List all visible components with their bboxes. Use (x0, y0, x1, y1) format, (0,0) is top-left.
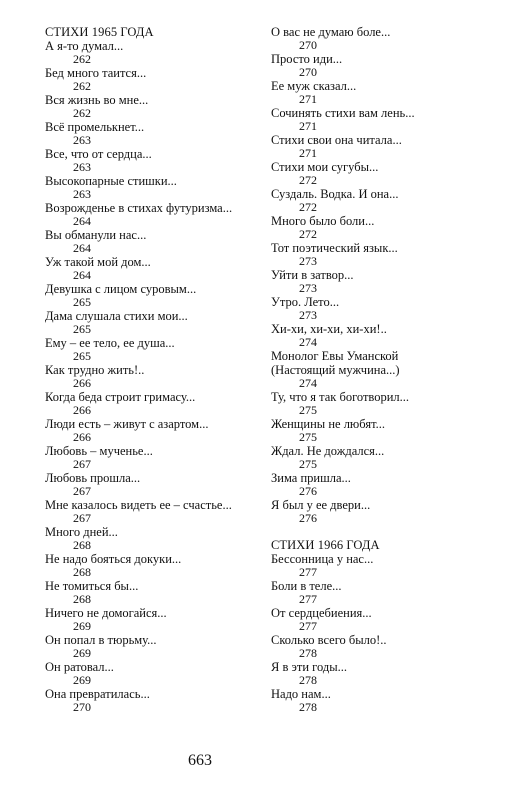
entry-page-number: 264 (73, 241, 91, 255)
toc-entry[interactable] (45, 417, 260, 444)
entry-page-number: 267 (73, 511, 91, 525)
toc-right-column (271, 25, 491, 727)
toc-entry[interactable] (45, 120, 260, 147)
entry-page-number: 262 (73, 79, 91, 93)
entry-title: Я был у ее двери... (271, 498, 371, 512)
entry-title: Все, что от сердца... (45, 147, 152, 161)
entry-title: От сердцебиения... (271, 606, 372, 620)
section-heading: СТИХИ 1966 ГОДА (271, 538, 380, 552)
entry-title: Надо нам... (271, 687, 331, 701)
entry-page-number: 276 (299, 484, 317, 498)
entry-page-number: 263 (73, 187, 91, 201)
entry-title: Всё промелькнет... (45, 120, 145, 134)
entry-page-number: 263 (73, 133, 91, 147)
toc-entry[interactable] (271, 160, 491, 187)
entry-title: Возрожденье в стихах футуризма... (45, 201, 233, 215)
page-number: 663 (188, 752, 212, 769)
toc-entry[interactable] (271, 241, 491, 268)
toc-entry[interactable] (271, 417, 491, 444)
toc-entry[interactable] (271, 498, 491, 525)
entry-page-number: 268 (73, 565, 91, 579)
toc-entry[interactable] (271, 687, 491, 714)
entry-page-number: 277 (299, 619, 317, 633)
toc-entry[interactable] (45, 525, 260, 552)
entry-title: Просто иди... (271, 52, 343, 66)
toc-left-column (45, 25, 260, 727)
toc-entry[interactable] (271, 106, 491, 133)
toc-entry[interactable] (271, 52, 491, 79)
entry-title: Высокопарные стишки... (45, 174, 177, 188)
entry-page-number: 268 (73, 592, 91, 606)
entry-page-number: 275 (299, 457, 317, 471)
toc-entry[interactable] (45, 309, 260, 336)
entry-page-number: 270 (299, 65, 317, 79)
entry-page-number: 270 (299, 38, 317, 52)
toc-entry[interactable] (45, 471, 260, 498)
entry-title: Ее муж сказал... (271, 79, 357, 93)
entry-title: Хи-хи, хи-хи, хи-хи!.. (271, 322, 387, 336)
toc-entry[interactable] (45, 66, 260, 93)
entry-title: Он ратовал... (45, 660, 114, 674)
entry-title: Тот поэтический язык... (271, 241, 398, 255)
entry-title: Любовь прошла... (45, 471, 141, 485)
toc-section (271, 538, 491, 714)
entry-page-number: 271 (299, 146, 317, 160)
toc-entry[interactable] (45, 390, 260, 417)
toc-entry[interactable] (271, 579, 491, 606)
toc-entry[interactable] (271, 349, 491, 390)
toc-entry[interactable] (271, 633, 491, 660)
entry-title: Ждал. Не дождался... (271, 444, 385, 458)
entry-page-number: 263 (73, 160, 91, 174)
toc-entry[interactable] (271, 552, 491, 579)
entry-title: Вся жизнь во мне... (45, 93, 149, 107)
entry-title: Сочинять стихи вам лень... (271, 106, 415, 120)
entry-title: Девушка с лицом суровым... (45, 282, 197, 296)
entry-page-number: 273 (299, 308, 317, 322)
toc-section (271, 25, 491, 525)
toc-entry[interactable] (45, 336, 260, 363)
entry-page-number: 274 (299, 376, 317, 390)
entry-page-number: 265 (73, 349, 91, 363)
toc-entry[interactable] (271, 79, 491, 106)
entry-page-number: 267 (73, 484, 91, 498)
toc-entry[interactable] (271, 471, 491, 498)
entry-title: А я-то думал... (45, 39, 124, 53)
entry-page-number: 270 (73, 700, 91, 714)
entry-title: Боли в теле... (271, 579, 342, 593)
toc-entry[interactable] (45, 282, 260, 309)
entry-title: Бед много таится... (45, 66, 147, 80)
entry-page-number: 277 (299, 565, 317, 579)
toc-entry[interactable] (271, 133, 491, 160)
entry-title: Я в эти годы... (271, 660, 347, 674)
entry-title: Не надо бояться докуки... (45, 552, 182, 566)
entry-page-number: 278 (299, 673, 317, 687)
toc-entry[interactable] (45, 363, 260, 390)
toc-entry[interactable] (271, 214, 491, 241)
entry-page-number: 274 (299, 335, 317, 349)
entry-title: Мне казалось видеть ее – счастье... (45, 498, 232, 512)
toc-entry[interactable] (45, 201, 260, 228)
entry-page-number: 271 (299, 92, 317, 106)
toc-entry[interactable] (45, 498, 260, 525)
toc-entry[interactable] (271, 322, 491, 349)
entry-page-number: 271 (299, 119, 317, 133)
entry-page-number: 268 (73, 538, 91, 552)
entry-title: О вас не думаю боле... (271, 25, 391, 39)
entry-title: Сколько всего было!.. (271, 633, 387, 647)
toc-entry[interactable] (45, 606, 260, 633)
entry-title: Много было боли... (271, 214, 375, 228)
toc-entry[interactable] (45, 444, 260, 471)
toc-entry[interactable] (45, 552, 260, 579)
entry-page-number: 265 (73, 322, 91, 336)
entry-title: Когда беда строит гримасу... (45, 390, 196, 404)
entry-page-number: 265 (73, 295, 91, 309)
toc-entry[interactable] (45, 687, 260, 714)
entry-title: Она превратилась... (45, 687, 150, 701)
entry-title: Не томиться бы... (45, 579, 139, 593)
entry-title: Уйти в затвор... (271, 268, 354, 282)
entry-title: Бессонница у нас... (271, 552, 374, 566)
toc-entry[interactable] (271, 295, 491, 322)
entry-page-number: 269 (73, 646, 91, 660)
entry-page-number: 273 (299, 254, 317, 268)
toc-entry[interactable] (271, 606, 491, 633)
entry-page-number: 272 (299, 227, 317, 241)
entry-title: Ему – ее тело, ее душа... (45, 336, 175, 350)
toc-entry[interactable] (45, 633, 260, 660)
entry-page-number: 267 (73, 457, 91, 471)
toc-entry[interactable] (45, 255, 260, 282)
entry-title: Вы обманули нас... (45, 228, 147, 242)
toc-entry[interactable] (45, 228, 260, 255)
entry-title: Стихи свои она читала... (271, 133, 402, 147)
toc-entry[interactable] (271, 268, 491, 295)
entry-page-number: 264 (73, 268, 91, 282)
entry-page-number: 278 (299, 700, 317, 714)
entry-title: Стихи мои сугубы... (271, 160, 379, 174)
entry-title: Много дней... (45, 525, 118, 539)
entry-page-number: 275 (299, 430, 317, 444)
entry-page-number: 278 (299, 646, 317, 660)
entry-title: Любовь – мученье... (45, 444, 153, 458)
entry-page-number: 266 (73, 403, 91, 417)
entry-page-number: 276 (299, 511, 317, 525)
toc-entry[interactable] (45, 93, 260, 120)
entry-page-number: 277 (299, 592, 317, 606)
entry-title: Уж такой мой дом... (45, 255, 151, 269)
entry-page-number: 262 (73, 52, 91, 66)
entry-page-number: 273 (299, 281, 317, 295)
toc-entry[interactable] (271, 187, 491, 214)
toc-entry[interactable] (45, 39, 260, 66)
toc-section (45, 25, 260, 714)
entry-page-number: 272 (299, 200, 317, 214)
entry-title: Как трудно жить!.. (45, 363, 145, 377)
toc-entry[interactable] (271, 660, 491, 687)
entry-title: Он попал в тюрьму... (45, 633, 157, 647)
entry-page-number: 266 (73, 376, 91, 390)
entry-page-number: 272 (299, 173, 317, 187)
entry-title: Люди есть – живут с азартом... (45, 417, 209, 431)
entry-title: Зима пришла... (271, 471, 351, 485)
toc-entry[interactable] (45, 174, 260, 201)
entry-title: Ту, что я так боготворил... (271, 390, 410, 404)
entry-title: Суздаль. Водка. И она... (271, 187, 399, 201)
entry-title: Монолог Евы Уманской (Настоящий мужчина...) (271, 349, 400, 377)
entry-page-number: 275 (299, 403, 317, 417)
entry-page-number: 269 (73, 619, 91, 633)
entry-title: Ничего не домогайся... (45, 606, 167, 620)
toc-entry[interactable] (271, 444, 491, 471)
toc-entry[interactable] (45, 147, 260, 174)
entry-page-number: 264 (73, 214, 91, 228)
entry-page-number: 266 (73, 430, 91, 444)
toc-entry[interactable] (271, 390, 491, 417)
entry-title: Утро. Лето... (271, 295, 340, 309)
entry-title: Дама слушала стихи мои... (45, 309, 188, 323)
entry-page-number: 262 (73, 106, 91, 120)
toc-entry[interactable] (45, 660, 260, 687)
section-heading: СТИХИ 1965 ГОДА (45, 25, 154, 39)
entry-title: Женщины не любят... (271, 417, 385, 431)
entry-page-number: 269 (73, 673, 91, 687)
toc-entry[interactable] (271, 25, 491, 52)
toc-entry[interactable] (45, 579, 260, 606)
